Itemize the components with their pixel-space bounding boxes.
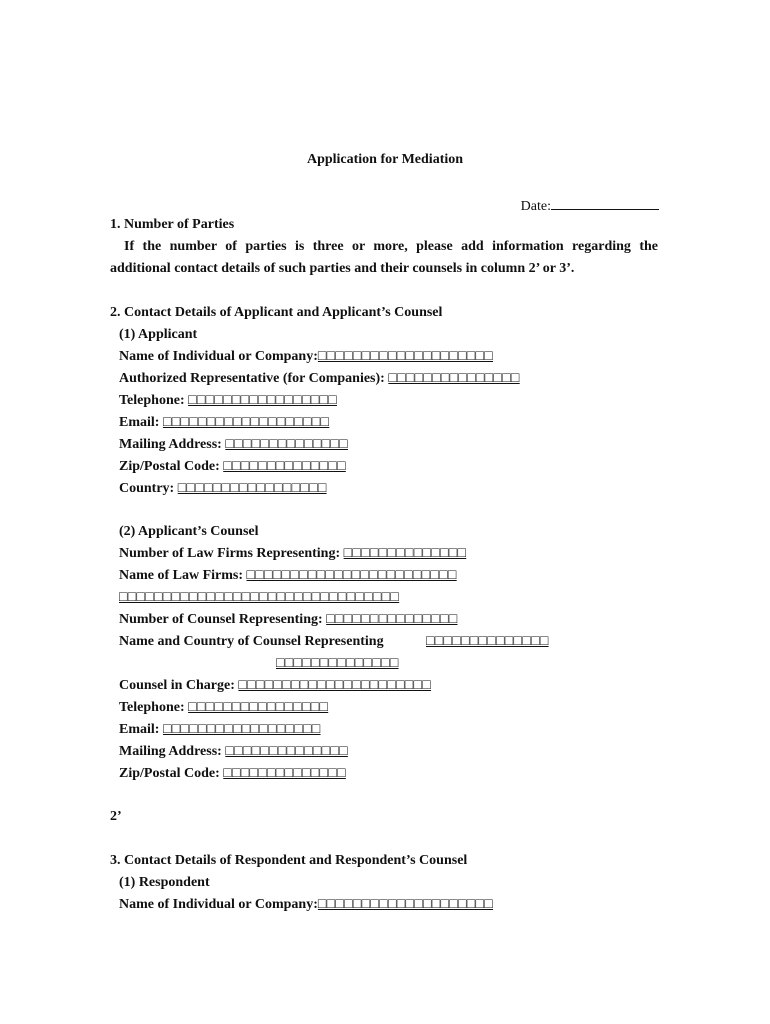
counsel-email-field[interactable]: □□□□□□□□□□□□□□□□□□	[162, 722, 321, 737]
counsel-name-row	[119, 633, 549, 651]
counsel-firms-name-field[interactable]: □□□□□□□□□□□□□□□□□□□□□□□□	[246, 568, 457, 583]
applicant-mail-row	[119, 436, 348, 454]
counsel-email-label: Email:	[119, 722, 163, 737]
counsel-firms-name-row2	[119, 589, 399, 607]
counsel-charge-field[interactable]: □□□□□□□□□□□□□□□□□□□□□□	[238, 678, 432, 693]
applicant-email-row	[119, 414, 329, 432]
respondent-subheading: (1) Respondent	[119, 875, 210, 890]
applicant-rep-label: Authorized Representative (for Companies):	[119, 371, 389, 386]
counsel-name-row2	[276, 655, 399, 673]
counsel-firms-num-row	[119, 545, 466, 563]
counsel-num-row	[119, 611, 458, 629]
counsel-charge-row	[119, 677, 431, 695]
applicant-zip-label: Zip/Postal Code:	[119, 459, 224, 474]
date-blank[interactable]	[551, 195, 659, 210]
counsel-tel-label: Telephone:	[119, 700, 189, 715]
counsel-zip-field[interactable]: □□□□□□□□□□□□□□	[223, 766, 346, 781]
counsel-email-row	[119, 721, 321, 739]
section2-footnote: 2’	[110, 809, 122, 824]
applicant-email-label: Email:	[119, 415, 163, 430]
counsel-firms-name-label: Name of Law Firms:	[119, 568, 247, 583]
date-label: Date:	[520, 199, 551, 214]
counsel-name-field[interactable]: □□□□□□□□□□□□□□	[426, 634, 549, 649]
counsel-firms-num-label: Number of Law Firms Representing:	[119, 546, 344, 561]
applicant-rep-field[interactable]: □□□□□□□□□□□□□□□	[388, 371, 520, 386]
applicant-country-label: Country:	[119, 481, 178, 496]
applicant-name-label: Name of Individual or Company:	[119, 349, 318, 364]
counsel-mail-label: Mailing Address:	[119, 744, 226, 759]
respondent-name-label: Name of Individual or Company:	[119, 897, 318, 912]
applicant-email-field[interactable]: □□□□□□□□□□□□□□□□□□□	[162, 415, 330, 430]
section1-paragraph: If the number of parties is three or more, please add information regarding the additional contact details of such parties and their counsels in column 2’ or 3’.	[110, 239, 658, 276]
counsel-firms-num-field[interactable]: □□□□□□□□□□□□□□	[343, 546, 467, 561]
applicant-country-row	[119, 480, 327, 498]
counsel-name-label: Name and Country of Counsel Representing	[119, 634, 384, 649]
applicant-name-field[interactable]: □□□□□□□□□□□□□□□□□□□□	[317, 349, 494, 364]
applicant-tel-field[interactable]: □□□□□□□□□□□□□□□□□	[188, 393, 337, 408]
section1-heading: 1. Number of Parties	[110, 217, 235, 232]
date-field[interactable]	[521, 195, 659, 216]
counsel-zip-label: Zip/Postal Code:	[119, 766, 224, 781]
section2-heading: 2. Contact Details of Applicant and Applicant’s Counsel	[110, 305, 443, 320]
counsel-tel-row	[119, 699, 328, 717]
counsel-subheading: (2) Applicant’s Counsel	[119, 524, 259, 539]
applicant-zip-row	[119, 458, 346, 476]
applicant-zip-field[interactable]: □□□□□□□□□□□□□□	[223, 459, 346, 474]
applicant-mail-label: Mailing Address:	[119, 437, 226, 452]
respondent-name-row	[119, 896, 493, 914]
counsel-num-label: Number of Counsel Representing:	[119, 612, 327, 627]
document-title: Application for Mediation	[306, 152, 464, 167]
counsel-zip-row	[119, 765, 346, 783]
section3-heading: 3. Contact Details of Respondent and Respondent’s Counsel	[110, 853, 468, 868]
applicant-name-row	[119, 348, 493, 366]
counsel-name-field-2[interactable]: □□□□□□□□□□□□□□	[276, 656, 399, 671]
applicant-tel-label: Telephone:	[119, 393, 189, 408]
counsel-mail-field[interactable]: □□□□□□□□□□□□□□	[225, 744, 348, 759]
counsel-firms-name-row	[119, 567, 457, 585]
applicant-tel-row	[119, 392, 337, 410]
applicant-rep-row	[119, 370, 520, 388]
counsel-charge-label: Counsel in Charge:	[119, 678, 239, 693]
applicant-country-field[interactable]: □□□□□□□□□□□□□□□□□	[177, 481, 327, 496]
counsel-mail-row	[119, 743, 348, 761]
counsel-firms-name-field-2[interactable]: □□□□□□□□□□□□□□□□□□□□□□□□□□□□□□□□	[119, 590, 400, 605]
applicant-subheading: (1) Applicant	[119, 327, 198, 342]
counsel-tel-field[interactable]: □□□□□□□□□□□□□□□□	[188, 700, 329, 715]
counsel-num-field[interactable]: □□□□□□□□□□□□□□□	[326, 612, 458, 627]
applicant-mail-field[interactable]: □□□□□□□□□□□□□□	[225, 437, 348, 452]
respondent-name-field[interactable]: □□□□□□□□□□□□□□□□□□□□	[317, 897, 494, 912]
